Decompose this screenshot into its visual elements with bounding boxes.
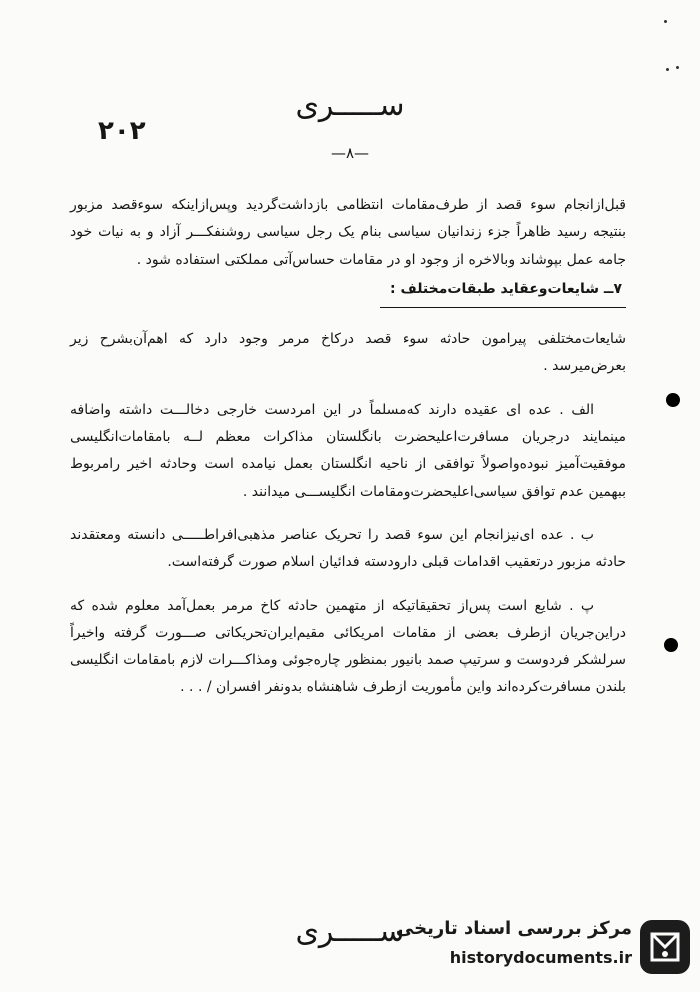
- section-heading: ۷ــ شایعات‌وعقاید طبقات‌مختلف :: [380, 276, 626, 308]
- watermark: [395, 914, 692, 982]
- binder-hole-bottom: [664, 638, 678, 652]
- paragraph-item-a-text: الف . عده ای عقیده دارند که‌مسلماً در این امر‌دست خارجی دخالـــت داشته واضافه مینمایند درجریان مسافرت‌اعلیحضرت بانگلستان مذاکرات معظم لــه بامقامات‌انگلیسی موفقیت‌آمیز نبوده‌واصولاً توافقی از ناحیه انگلستان بعمل نیامده است وحادثه اخیر را‌مربوط ببهمین عدم توافق سیاسی‌اعلیحضرت‌ومقامات انگلیســـی میدانند .: [70, 401, 626, 500]
- paragraph-item-a: [70, 397, 626, 506]
- paragraph-item-b-text: ب . عده ای‌نیز‌انجام این سوء قصد را تحریک عناصر مذهبی‌افراطـــــی دانسته ومعتقدند حادثه مزبور درتعقیب اقدامات قبلی دار‌ودسته فدائیان اسلام صورت گرفته‌است.: [70, 526, 626, 571]
- watermark-org-name: مرکز بررسی اسناد تاریخی: [395, 918, 632, 939]
- paragraph-intro: قبل‌از‌انجام سوء قصد از طرف‌مقامات انتظامی بازداشت‌گردید و‌پس‌از‌اینکه سوء‌قصد مزبور بنتیجه رسید ظاهراً جزء زندانیان سیاسی بنام یک رجل سیاسی روشنفکـــر آزاد و به نیات خود جامه عمل بپوشاند و‌بالاخره از وجود او در مقامات حساس‌آتی مملکتی استفاده شود .: [70, 197, 626, 268]
- binder-hole-top: [666, 393, 680, 407]
- subheading-container: [70, 276, 626, 308]
- watermark-url: historydocuments.ir: [449, 948, 632, 967]
- section-marker: —۸—: [330, 144, 370, 162]
- document-body: [70, 192, 626, 702]
- scan-speck: [666, 68, 669, 71]
- paragraph-rumors: شایعات‌مختلفی پیرامون حادثه سوء قصد درکاخ مرمر وجود دارد که اهم‌آن‌بشرح زیر بعرض‌میرسد .: [70, 331, 626, 375]
- classification-header: ســـــری: [295, 88, 405, 123]
- paragraph-item-b: [70, 522, 626, 577]
- archive-logo-icon: [638, 918, 692, 976]
- classification-footer: ســـــری: [295, 914, 405, 949]
- paragraph-item-c: [70, 593, 626, 702]
- paragraph-item-c-text: پ . شایع است پس‌از تحقیقاتیکه از متهمین حادثه کاخ مرمر بعمل‌آمد معلوم شده که در‌این‌جریان از‌طرف بعضی از مقامات امریکائی مقیم‌ایران‌تحریکاتی صـــورت گرفته واخیراً سرلشکر فردوست و سرتیپ صمد بانیور بمنظور چاره‌جوئی ومذاکـــرات لازم بامقامات انگلیسی بلندن مسافرت‌کرده‌اند واین مأموریت از‌طرف شاهنشاه بدو‌نفر افسران / . . .: [70, 597, 626, 696]
- scan-speck: [676, 66, 679, 69]
- page-number: ۲۰۲: [98, 116, 146, 146]
- scan-speck: [664, 20, 667, 23]
